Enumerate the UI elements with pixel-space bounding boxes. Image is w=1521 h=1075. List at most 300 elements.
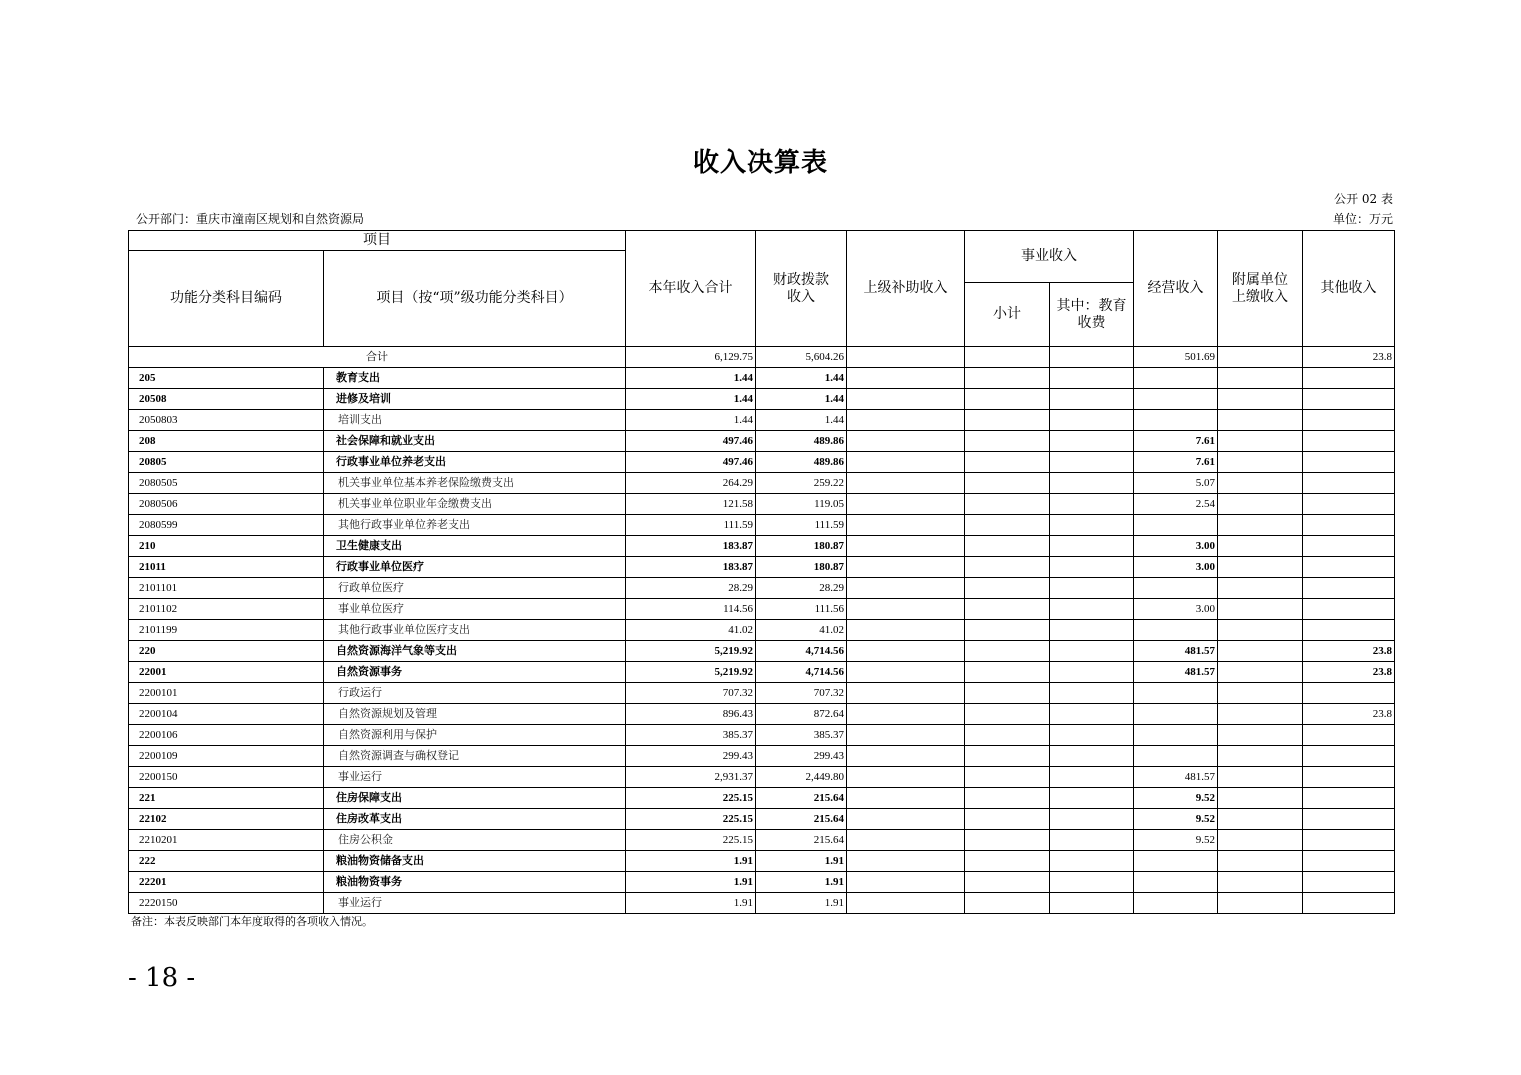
fiscal-cell: 215.64 xyxy=(756,830,847,851)
superior-subsidy-cell xyxy=(847,767,965,788)
total-income-cell: 299.43 xyxy=(626,746,756,767)
func-code-cell: 208 xyxy=(129,431,324,452)
total-income-cell: 5,219.92 xyxy=(626,641,756,662)
total-label: 合计 xyxy=(129,347,626,368)
func-code-cell: 2200150 xyxy=(129,767,324,788)
total-income-cell: 28.29 xyxy=(626,578,756,599)
subtotal-cell xyxy=(965,788,1050,809)
operating-cell xyxy=(1134,515,1218,536)
table-row xyxy=(129,452,1395,473)
other-cell xyxy=(1303,830,1395,851)
edu-fee-cell xyxy=(1050,620,1134,641)
func-name-cell: 卫生健康支出 xyxy=(324,536,626,557)
superior-subsidy-cell xyxy=(847,809,965,830)
func-name-cell: 教育支出 xyxy=(324,368,626,389)
func-name-cell: 事业运行 xyxy=(324,893,626,914)
fiscal-cell: 707.32 xyxy=(756,683,847,704)
page-number: - 18 - xyxy=(128,963,196,993)
operating-cell xyxy=(1134,620,1218,641)
edu-fee-cell xyxy=(1050,536,1134,557)
operating-cell xyxy=(1134,410,1218,431)
edu-fee-cell xyxy=(1050,872,1134,893)
affiliated-cell xyxy=(1218,788,1303,809)
edu-fee-cell xyxy=(1050,494,1134,515)
fiscal-cell: 1.44 xyxy=(756,389,847,410)
affiliated-cell xyxy=(1218,368,1303,389)
header-subtotal: 小计 xyxy=(965,283,1050,347)
operating-cell: 481.57 xyxy=(1134,662,1218,683)
header-edu-fee: 其中：教育收费 xyxy=(1050,283,1134,347)
func-name-cell: 行政运行 xyxy=(324,683,626,704)
func-code-cell: 2200104 xyxy=(129,704,324,725)
edu-fee-cell xyxy=(1050,746,1134,767)
affiliated-cell xyxy=(1218,389,1303,410)
operating-cell: 9.52 xyxy=(1134,809,1218,830)
other-cell xyxy=(1303,452,1395,473)
subtotal-cell xyxy=(965,746,1050,767)
fiscal-cell: 872.64 xyxy=(756,704,847,725)
table-row xyxy=(129,830,1395,851)
superior-subsidy-cell xyxy=(847,389,965,410)
subtotal-cell xyxy=(965,662,1050,683)
fiscal-cell: 259.22 xyxy=(756,473,847,494)
total-income-cell: 1.91 xyxy=(626,872,756,893)
other-cell xyxy=(1303,536,1395,557)
subtotal-cell xyxy=(965,599,1050,620)
total-operating-value: 501.69 xyxy=(1134,347,1218,368)
total-income-cell: 896.43 xyxy=(626,704,756,725)
edu-fee-cell xyxy=(1050,641,1134,662)
fiscal-cell: 215.64 xyxy=(756,788,847,809)
unit-label: 单位：万元 xyxy=(1332,212,1393,226)
func-name-cell: 自然资源海洋气象等支出 xyxy=(324,641,626,662)
superior-subsidy-cell xyxy=(847,578,965,599)
superior-subsidy-cell xyxy=(847,620,965,641)
edu-fee-cell xyxy=(1050,662,1134,683)
func-name-cell: 自然资源利用与保护 xyxy=(324,725,626,746)
other-cell xyxy=(1303,872,1395,893)
affiliated-cell xyxy=(1218,641,1303,662)
other-cell xyxy=(1303,599,1395,620)
total-income-cell: 225.15 xyxy=(626,809,756,830)
affiliated-cell xyxy=(1218,515,1303,536)
header-func-code: 功能分类科目编码 xyxy=(129,251,324,347)
other-cell xyxy=(1303,620,1395,641)
table-row xyxy=(129,788,1395,809)
func-code-cell: 2200101 xyxy=(129,683,324,704)
func-code-cell: 220 xyxy=(129,641,324,662)
total-income-cell: 121.58 xyxy=(626,494,756,515)
edu-fee-cell xyxy=(1050,893,1134,914)
other-cell xyxy=(1303,473,1395,494)
affiliated-cell xyxy=(1218,620,1303,641)
func-name-cell: 行政事业单位医疗 xyxy=(324,557,626,578)
total-income-cell: 1.44 xyxy=(626,368,756,389)
affiliated-cell xyxy=(1218,767,1303,788)
affiliated-cell xyxy=(1218,809,1303,830)
fiscal-cell: 385.37 xyxy=(756,725,847,746)
table-row xyxy=(129,557,1395,578)
operating-cell xyxy=(1134,578,1218,599)
subtotal-cell xyxy=(965,893,1050,914)
edu-fee-cell xyxy=(1050,389,1134,410)
func-name-cell: 自然资源调查与确权登记 xyxy=(324,746,626,767)
func-code-cell: 2080506 xyxy=(129,494,324,515)
fiscal-cell: 1.44 xyxy=(756,368,847,389)
subtotal-cell xyxy=(965,851,1050,872)
table-row xyxy=(129,431,1395,452)
affiliated-cell xyxy=(1218,683,1303,704)
header-business-income: 事业收入 xyxy=(965,231,1134,283)
func-name-cell: 其他行政事业单位养老支出 xyxy=(324,515,626,536)
operating-cell: 3.00 xyxy=(1134,557,1218,578)
func-code-cell: 2220150 xyxy=(129,893,324,914)
income-settlement-table xyxy=(128,230,1395,914)
func-code-cell: 21011 xyxy=(129,557,324,578)
other-cell: 23.8 xyxy=(1303,641,1395,662)
affiliated-cell xyxy=(1218,725,1303,746)
subtotal-cell xyxy=(965,704,1050,725)
table-row xyxy=(129,683,1395,704)
func-code-cell: 205 xyxy=(129,368,324,389)
affiliated-cell xyxy=(1218,452,1303,473)
subtotal-cell xyxy=(965,515,1050,536)
table-row xyxy=(129,872,1395,893)
func-code-cell: 20508 xyxy=(129,389,324,410)
subtotal-cell xyxy=(965,389,1050,410)
superior-subsidy-cell xyxy=(847,368,965,389)
superior-subsidy-cell xyxy=(847,452,965,473)
table-row xyxy=(129,851,1395,872)
edu-fee-cell xyxy=(1050,515,1134,536)
fiscal-cell: 111.59 xyxy=(756,515,847,536)
other-cell xyxy=(1303,515,1395,536)
func-name-cell: 粮油物资事务 xyxy=(324,872,626,893)
table-row xyxy=(129,725,1395,746)
other-cell: 23.8 xyxy=(1303,662,1395,683)
superior-subsidy-cell xyxy=(847,683,965,704)
affiliated-cell xyxy=(1218,830,1303,851)
edu-fee-cell xyxy=(1050,431,1134,452)
func-code-cell: 22102 xyxy=(129,809,324,830)
total-income-cell: 1.44 xyxy=(626,410,756,431)
superior-subsidy-cell xyxy=(847,410,965,431)
total-income-cell: 41.02 xyxy=(626,620,756,641)
func-code-cell: 2200109 xyxy=(129,746,324,767)
other-cell xyxy=(1303,578,1395,599)
fiscal-cell: 489.86 xyxy=(756,452,847,473)
operating-cell xyxy=(1134,872,1218,893)
total-income-cell: 707.32 xyxy=(626,683,756,704)
superior-subsidy-cell xyxy=(847,473,965,494)
operating-cell: 2.54 xyxy=(1134,494,1218,515)
affiliated-cell xyxy=(1218,557,1303,578)
other-cell xyxy=(1303,809,1395,830)
fiscal-cell: 41.02 xyxy=(756,620,847,641)
operating-cell xyxy=(1134,389,1218,410)
superior-subsidy-cell xyxy=(847,431,965,452)
other-cell xyxy=(1303,389,1395,410)
total-income-cell: 111.59 xyxy=(626,515,756,536)
func-code-cell: 222 xyxy=(129,851,324,872)
table-row xyxy=(129,641,1395,662)
func-name-cell: 事业运行 xyxy=(324,767,626,788)
header-operating: 经营收入 xyxy=(1134,231,1218,347)
affiliated-cell xyxy=(1218,872,1303,893)
total-income-cell: 183.87 xyxy=(626,536,756,557)
other-cell xyxy=(1303,851,1395,872)
edu-fee-cell xyxy=(1050,368,1134,389)
edu-fee-cell xyxy=(1050,725,1134,746)
func-name-cell: 住房公积金 xyxy=(324,830,626,851)
edu-fee-cell xyxy=(1050,704,1134,725)
other-cell xyxy=(1303,557,1395,578)
func-name-cell: 自然资源规划及管理 xyxy=(324,704,626,725)
total-income-cell: 497.46 xyxy=(626,431,756,452)
table-row xyxy=(129,389,1395,410)
table-row-total xyxy=(129,347,1395,368)
edu-fee-cell xyxy=(1050,599,1134,620)
total-income-cell: 1.91 xyxy=(626,893,756,914)
fiscal-cell: 4,714.56 xyxy=(756,662,847,683)
affiliated-cell xyxy=(1218,704,1303,725)
total-income-value: 6,129.75 xyxy=(626,347,756,368)
header-other: 其他收入 xyxy=(1303,231,1395,347)
subtotal-cell xyxy=(965,725,1050,746)
subtotal-cell xyxy=(965,641,1050,662)
fiscal-cell: 1.91 xyxy=(756,851,847,872)
fiscal-cell: 1.91 xyxy=(756,893,847,914)
func-name-cell: 住房改革支出 xyxy=(324,809,626,830)
operating-cell: 3.00 xyxy=(1134,536,1218,557)
subtotal-cell xyxy=(965,830,1050,851)
fiscal-cell: 180.87 xyxy=(756,536,847,557)
operating-cell xyxy=(1134,683,1218,704)
subtotal-cell xyxy=(965,578,1050,599)
total-income-cell: 225.15 xyxy=(626,788,756,809)
total-income-cell: 264.29 xyxy=(626,473,756,494)
fiscal-cell: 28.29 xyxy=(756,578,847,599)
fiscal-cell: 489.86 xyxy=(756,431,847,452)
superior-subsidy-cell xyxy=(847,662,965,683)
table-row xyxy=(129,515,1395,536)
superior-subsidy-cell xyxy=(847,515,965,536)
operating-cell: 5.07 xyxy=(1134,473,1218,494)
superior-subsidy-cell xyxy=(847,725,965,746)
superior-subsidy-cell xyxy=(847,830,965,851)
func-name-cell: 其他行政事业单位医疗支出 xyxy=(324,620,626,641)
operating-cell xyxy=(1134,746,1218,767)
edu-fee-cell xyxy=(1050,578,1134,599)
func-code-cell: 2080599 xyxy=(129,515,324,536)
operating-cell xyxy=(1134,725,1218,746)
func-code-cell: 22001 xyxy=(129,662,324,683)
other-cell xyxy=(1303,893,1395,914)
subtotal-cell xyxy=(965,473,1050,494)
table-row xyxy=(129,746,1395,767)
other-cell: 23.8 xyxy=(1303,704,1395,725)
affiliated-cell xyxy=(1218,431,1303,452)
fiscal-cell: 4,714.56 xyxy=(756,641,847,662)
table-note: 备注：本表反映部门本年度取得的各项收入情况。 xyxy=(131,915,373,928)
fiscal-cell: 119.05 xyxy=(756,494,847,515)
operating-cell: 481.57 xyxy=(1134,641,1218,662)
total-income-cell: 1.91 xyxy=(626,851,756,872)
subtotal-cell xyxy=(965,368,1050,389)
subtotal-cell xyxy=(965,557,1050,578)
affiliated-cell xyxy=(1218,599,1303,620)
table-row xyxy=(129,473,1395,494)
table-row xyxy=(129,578,1395,599)
affiliated-cell xyxy=(1218,662,1303,683)
edu-fee-cell xyxy=(1050,851,1134,872)
func-code-cell: 20805 xyxy=(129,452,324,473)
func-code-cell: 2200106 xyxy=(129,725,324,746)
subtotal-cell xyxy=(965,872,1050,893)
fiscal-cell: 1.44 xyxy=(756,410,847,431)
edu-fee-cell xyxy=(1050,767,1134,788)
total-income-cell: 114.56 xyxy=(626,599,756,620)
superior-subsidy-cell xyxy=(847,704,965,725)
func-name-cell: 粮油物资储备支出 xyxy=(324,851,626,872)
total-income-cell: 497.46 xyxy=(626,452,756,473)
table-row xyxy=(129,620,1395,641)
table-row xyxy=(129,536,1395,557)
table-row xyxy=(129,410,1395,431)
superior-subsidy-cell xyxy=(847,872,965,893)
func-name-cell: 培训支出 xyxy=(324,410,626,431)
subtotal-cell xyxy=(965,452,1050,473)
department-label: 公开部门：重庆市潼南区规划和自然资源局 xyxy=(136,212,365,226)
total-income-cell: 225.15 xyxy=(626,830,756,851)
affiliated-cell xyxy=(1218,851,1303,872)
subtotal-cell xyxy=(965,431,1050,452)
fiscal-cell: 180.87 xyxy=(756,557,847,578)
operating-cell: 9.52 xyxy=(1134,788,1218,809)
edu-fee-cell xyxy=(1050,473,1134,494)
total-subtotal-value xyxy=(965,347,1050,368)
other-cell xyxy=(1303,788,1395,809)
table-row xyxy=(129,662,1395,683)
other-cell xyxy=(1303,746,1395,767)
edu-fee-cell xyxy=(1050,830,1134,851)
superior-subsidy-cell xyxy=(847,746,965,767)
operating-cell: 9.52 xyxy=(1134,830,1218,851)
superior-subsidy-cell xyxy=(847,851,965,872)
total-income-cell: 385.37 xyxy=(626,725,756,746)
header-superior-subsidy: 上级补助收入 xyxy=(847,231,965,347)
subtotal-cell xyxy=(965,767,1050,788)
superior-subsidy-cell xyxy=(847,536,965,557)
subtotal-cell xyxy=(965,494,1050,515)
page-title: 收入决算表 xyxy=(692,148,828,178)
total-edu-value xyxy=(1050,347,1134,368)
func-name-cell: 机关事业单位基本养老保险缴费支出 xyxy=(324,473,626,494)
subtotal-cell xyxy=(965,809,1050,830)
header-project: 项目 xyxy=(129,231,626,251)
superior-subsidy-cell xyxy=(847,599,965,620)
other-cell xyxy=(1303,494,1395,515)
func-name-cell: 住房保障支出 xyxy=(324,788,626,809)
other-cell xyxy=(1303,368,1395,389)
superior-subsidy-cell xyxy=(847,641,965,662)
fiscal-cell: 215.64 xyxy=(756,809,847,830)
other-cell xyxy=(1303,431,1395,452)
func-name-cell: 行政事业单位养老支出 xyxy=(324,452,626,473)
operating-cell: 7.61 xyxy=(1134,452,1218,473)
header-func-name: 项目（按“项”级功能分类科目） xyxy=(324,251,626,347)
affiliated-cell xyxy=(1218,578,1303,599)
table-row xyxy=(129,368,1395,389)
func-code-cell: 22201 xyxy=(129,872,324,893)
subtotal-cell xyxy=(965,536,1050,557)
total-affiliated-value xyxy=(1218,347,1303,368)
fiscal-cell: 1.91 xyxy=(756,872,847,893)
operating-cell xyxy=(1134,893,1218,914)
total-other-value: 23.8 xyxy=(1303,347,1395,368)
operating-cell: 3.00 xyxy=(1134,599,1218,620)
subtotal-cell xyxy=(965,410,1050,431)
total-income-cell: 5,219.92 xyxy=(626,662,756,683)
func-name-cell: 进修及培训 xyxy=(324,389,626,410)
func-code-cell: 2101199 xyxy=(129,620,324,641)
fiscal-cell: 299.43 xyxy=(756,746,847,767)
table-row xyxy=(129,767,1395,788)
fiscal-cell: 2,449.80 xyxy=(756,767,847,788)
total-fiscal-value: 5,604.26 xyxy=(756,347,847,368)
other-cell xyxy=(1303,683,1395,704)
func-code-cell: 2050803 xyxy=(129,410,324,431)
other-cell xyxy=(1303,767,1395,788)
func-name-cell: 自然资源事务 xyxy=(324,662,626,683)
affiliated-cell xyxy=(1218,893,1303,914)
other-cell xyxy=(1303,410,1395,431)
func-name-cell: 事业单位医疗 xyxy=(324,599,626,620)
func-name-cell: 机关事业单位职业年金缴费支出 xyxy=(324,494,626,515)
edu-fee-cell xyxy=(1050,410,1134,431)
affiliated-cell xyxy=(1218,536,1303,557)
func-name-cell: 社会保障和就业支出 xyxy=(324,431,626,452)
operating-cell xyxy=(1134,704,1218,725)
operating-cell: 7.61 xyxy=(1134,431,1218,452)
func-code-cell: 2080505 xyxy=(129,473,324,494)
edu-fee-cell xyxy=(1050,557,1134,578)
func-code-cell: 2210201 xyxy=(129,830,324,851)
affiliated-cell xyxy=(1218,410,1303,431)
operating-cell: 481.57 xyxy=(1134,767,1218,788)
affiliated-cell xyxy=(1218,494,1303,515)
header-affiliated: 附属单位上缴收入 xyxy=(1218,231,1303,347)
edu-fee-cell xyxy=(1050,788,1134,809)
header-fiscal: 财政拨款收入 xyxy=(756,231,847,347)
table-row xyxy=(129,809,1395,830)
affiliated-cell xyxy=(1218,746,1303,767)
table-row xyxy=(129,893,1395,914)
superior-subsidy-cell xyxy=(847,494,965,515)
table-row xyxy=(129,704,1395,725)
total-superior-value xyxy=(847,347,965,368)
edu-fee-cell xyxy=(1050,809,1134,830)
table-row xyxy=(129,599,1395,620)
superior-subsidy-cell xyxy=(847,788,965,809)
superior-subsidy-cell xyxy=(847,893,965,914)
header-total-income: 本年收入合计 xyxy=(626,231,756,347)
operating-cell xyxy=(1134,368,1218,389)
table-row xyxy=(129,494,1395,515)
fiscal-cell: 111.56 xyxy=(756,599,847,620)
other-cell xyxy=(1303,725,1395,746)
total-income-cell: 183.87 xyxy=(626,557,756,578)
